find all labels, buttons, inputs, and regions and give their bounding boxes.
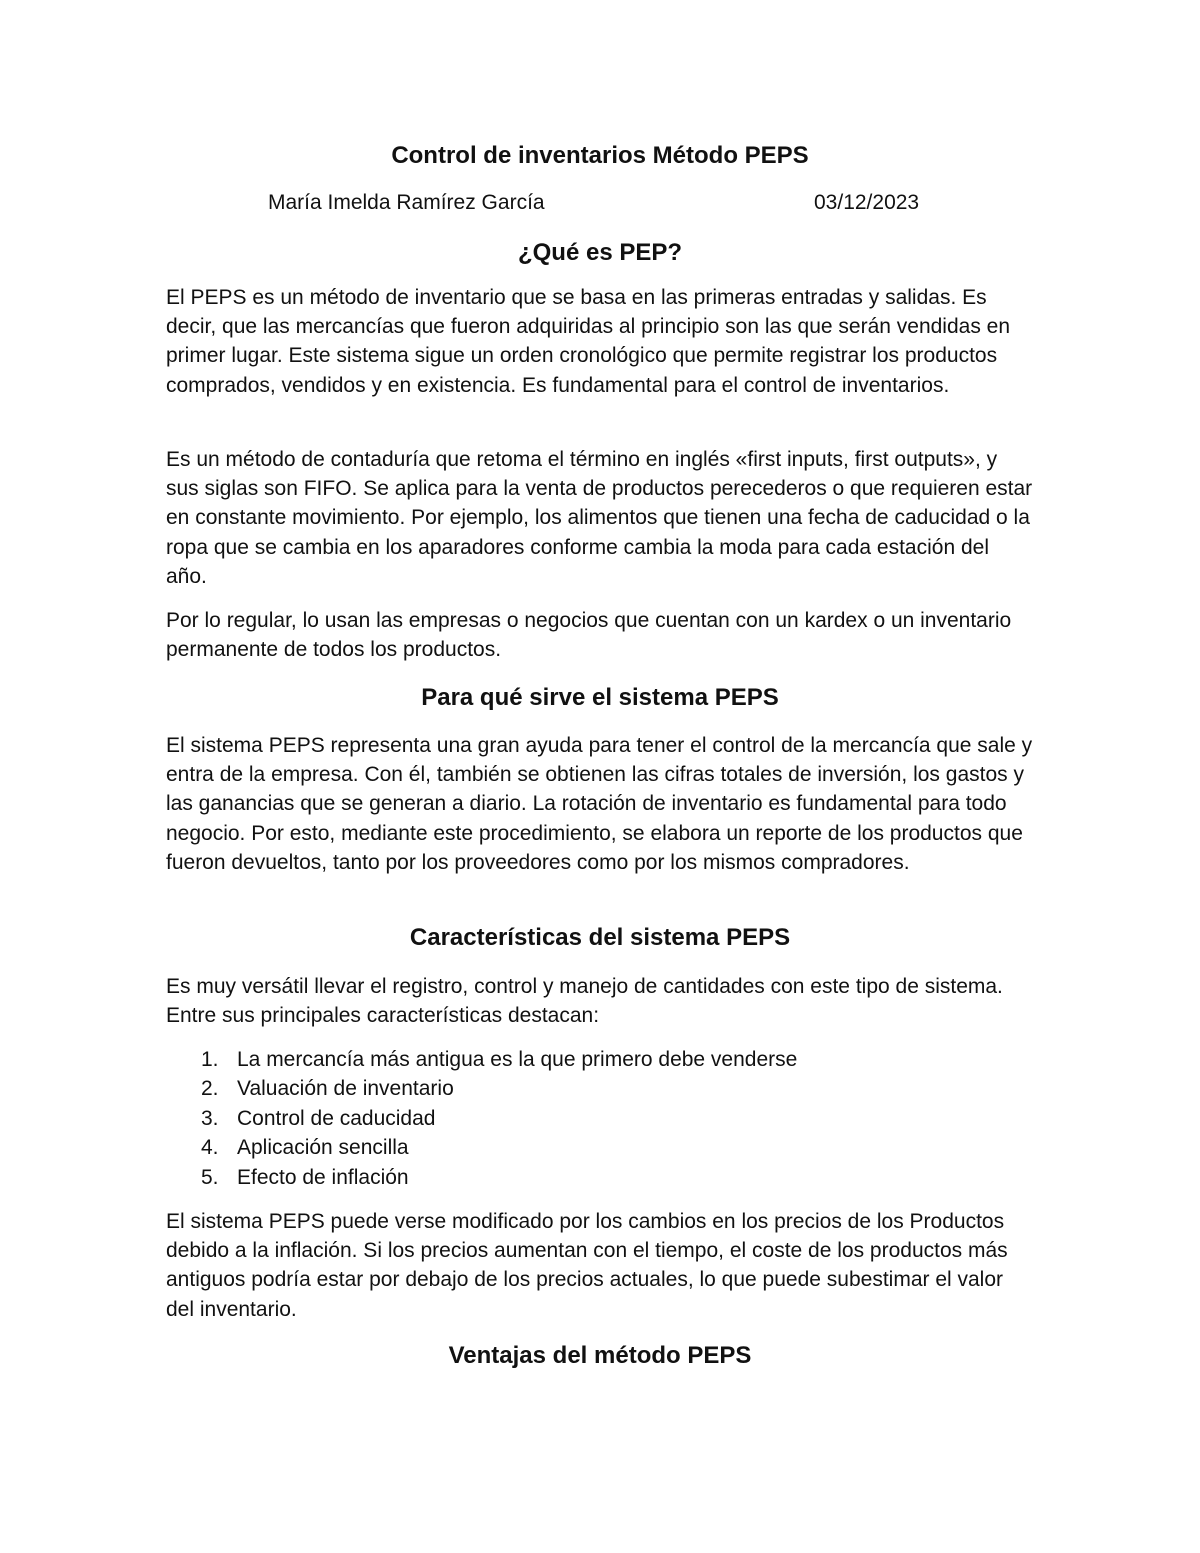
- paragraph-que-es-2: Es un método de contaduría que retoma el término en inglés «first inputs, first outputs», y sus siglas son FIFO. Se aplica para la venta de productos perecederos o que requieren estar en constante movimiento. Por ejemplo, los alimentos que tienen una fecha de caducidad o la ropa que se cambia en los aparadores conforme cambia la moda para cada estación del año.: [166, 448, 1033, 588]
- list-item: 1. La mercancía más antigua es la que primero debe venderse: [201, 1048, 798, 1071]
- paragraph-caracteristicas-closing: El sistema PEPS puede verse modificado por los cambios en los precios de los Productos debido a la inflación. Si los precios aumentan con el tiempo, el coste de los productos más antiguos podría estar por debajo de los precios actuales, lo que puede subestimar el valor del inventario.: [166, 1210, 1008, 1321]
- list-item: 2. Valuación de inventario: [201, 1077, 454, 1101]
- section-heading-que-es: ¿Qué es PEP?: [517, 239, 683, 266]
- list-item: 4. Aplicación sencilla: [201, 1136, 409, 1160]
- document-date: 03/12/2023: [814, 191, 920, 214]
- author-name: María Imelda Ramírez García: [268, 191, 545, 214]
- paragraph-caracteristicas-intro: Es muy versátil llevar el registro, control y manejo de cantidades con este tipo de sistema. Entre sus principales características destacan:: [166, 975, 1003, 1028]
- list-item: 3. Control de caducidad: [201, 1106, 436, 1130]
- list-item: 5. Efecto de inflación: [201, 1165, 409, 1189]
- paragraph-para-que-sirve: El sistema PEPS representa una gran ayuda para tener el control de la mercancía que sale y entra de la empresa. Con él, también se obtienen las cifras totales de inversión, los gastos y las ganancias que se generan a diario. La rotación de inventario es fundamental para todo negocio. Por esto, mediante este procedimiento, se elabora un reporte de los productos que fueron devueltos, tanto por los proveedores como por los mismos compradores.: [166, 734, 1033, 874]
- characteristics-list: [166, 1045, 1034, 1192]
- section-heading-ventajas: Ventajas del método PEPS: [448, 1342, 752, 1369]
- paragraph-que-es-3: Por lo regular, lo usan las empresas o negocios que cuentan con un kardex o un inventario permanente de todos los productos.: [166, 609, 1012, 662]
- document-meta: [166, 188, 1034, 218]
- section-heading-caracteristicas: Características del sistema PEPS: [409, 924, 791, 951]
- document-title: Control de inventarios Método PEPS: [391, 142, 809, 169]
- section-heading-para-que-sirve: Para qué sirve el sistema PEPS: [421, 684, 779, 711]
- paragraph-que-es-1: El PEPS es un método de inventario que se basa en las primeras entradas y salidas. Es decir, que las mercancías que fueron adquiridas al principio son las que serán vendidas en primer lugar. Este sistema sigue un orden cronológico que permite registrar los productos comprados, vendidos y en existencia. Es fundamental para el control de inventarios.: [166, 286, 1011, 397]
